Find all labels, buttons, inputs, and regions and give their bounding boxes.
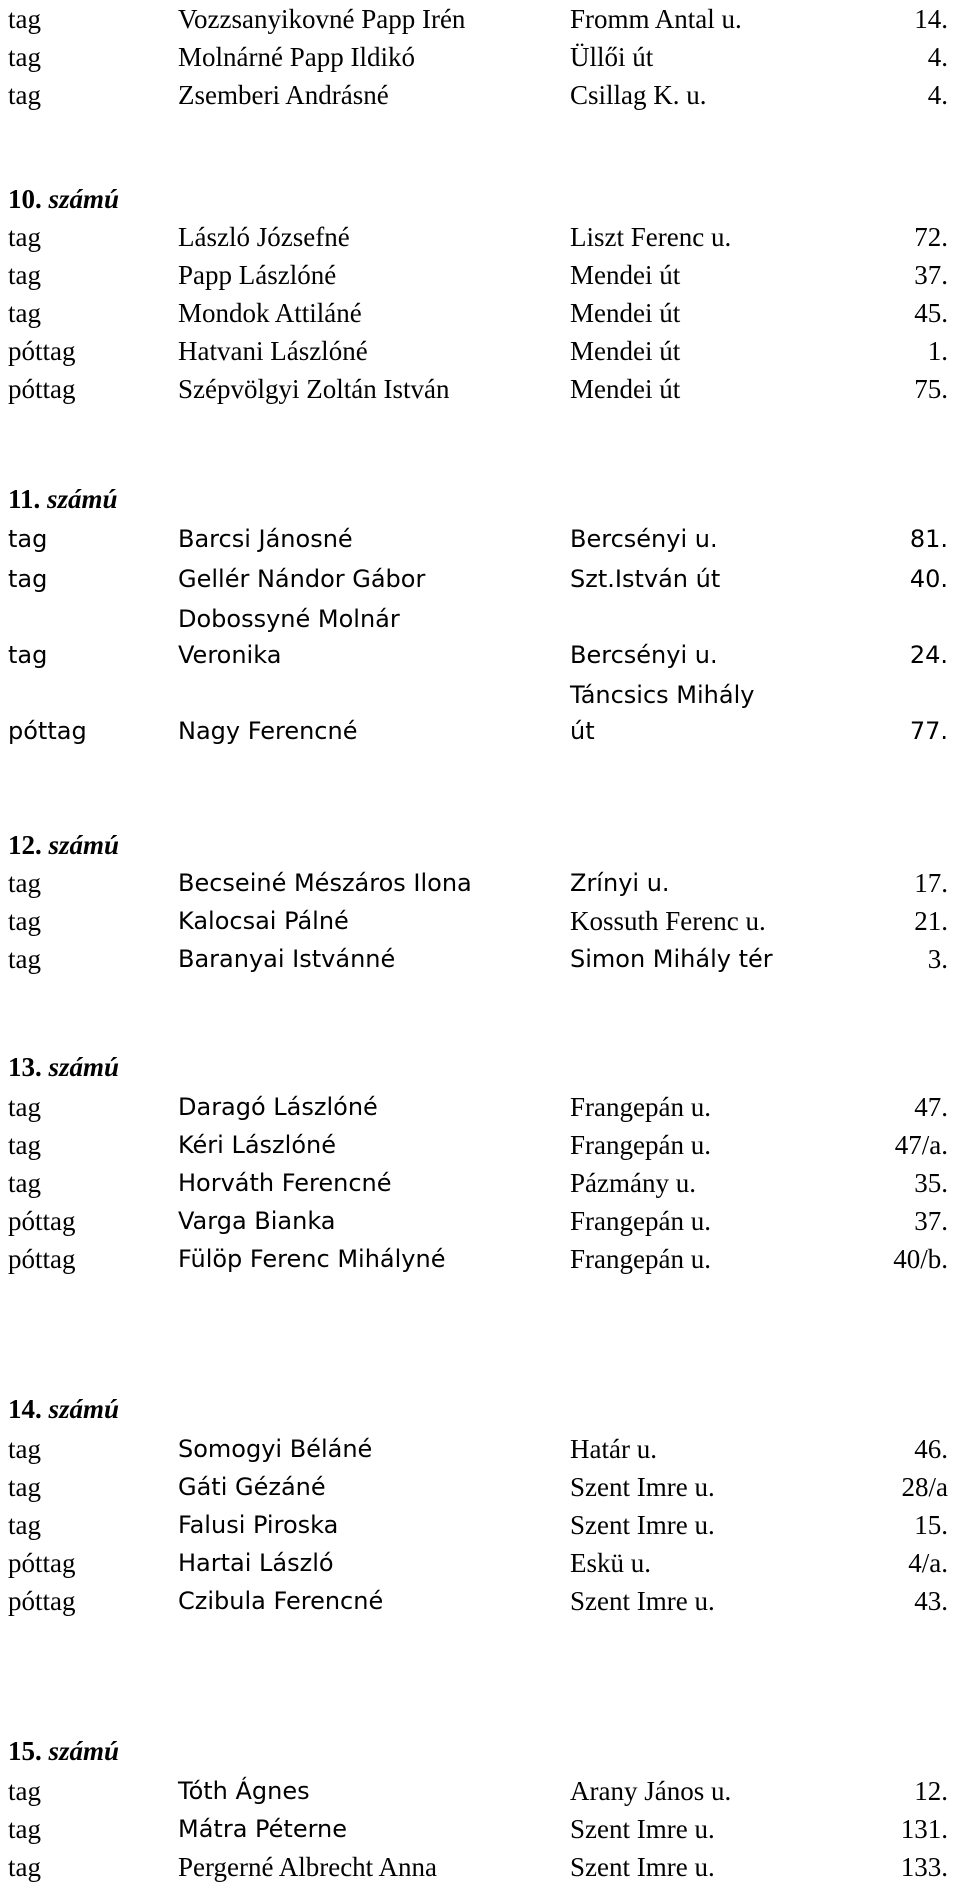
role-cell: tag	[8, 1168, 41, 1198]
section-header	[0, 180, 960, 218]
table-row-wrap-line	[0, 600, 960, 638]
table-row	[0, 864, 960, 902]
role-cell: póttag	[8, 1548, 76, 1578]
section-number: 10.	[8, 184, 42, 214]
street-cell-line1: Táncsics Mihály	[570, 681, 755, 709]
name-cell: Daragó Lászlóné	[178, 1093, 378, 1121]
table-row	[0, 902, 960, 940]
section-word: számú	[47, 484, 118, 514]
number-cell: 47.	[914, 1092, 948, 1122]
role-cell: póttag	[8, 336, 76, 366]
name-cell: Molnárné Papp Ildikó	[178, 42, 415, 72]
street-cell: út	[570, 717, 595, 745]
number-cell: 77.	[909, 717, 948, 745]
table-row	[0, 370, 960, 408]
table-row	[0, 1544, 960, 1582]
section-word: számú	[48, 1394, 120, 1424]
section-number: 11.	[8, 484, 41, 514]
number-cell: 47/a.	[894, 1130, 948, 1160]
number-cell: 75.	[914, 374, 948, 404]
number-cell: 40.	[909, 565, 948, 593]
street-cell: Mendei út	[570, 336, 681, 366]
name-cell: Czibula Ferencné	[178, 1587, 384, 1615]
number-cell: 37.	[914, 260, 948, 290]
street-cell: Frangepán u.	[570, 1244, 711, 1274]
role-cell: tag	[8, 944, 41, 974]
role-cell: tag	[8, 906, 41, 936]
street-cell: Pázmány u.	[570, 1168, 696, 1198]
role-cell: tag	[8, 1472, 41, 1502]
table-row	[0, 560, 960, 598]
number-cell: 81.	[909, 525, 948, 553]
name-cell: Papp Lászlóné	[178, 260, 337, 290]
name-cell: Somogyi Béláné	[178, 1435, 373, 1463]
street-cell: Szt.István út	[570, 565, 721, 593]
street-cell: Szent Imre u.	[570, 1586, 715, 1616]
section-header	[0, 1732, 960, 1770]
name-cell: Vozzsanyikovné Papp Irén	[178, 4, 466, 34]
number-cell: 24.	[909, 641, 948, 669]
role-cell: póttag	[8, 374, 76, 404]
section-word: számú	[48, 1736, 120, 1766]
role-cell: póttag	[8, 1206, 76, 1236]
number-cell: 40/b.	[893, 1244, 948, 1274]
number-cell: 12.	[914, 1776, 948, 1806]
role-cell: póttag	[8, 1586, 76, 1616]
table-row	[0, 76, 960, 114]
name-cell: Falusi Piroska	[178, 1511, 339, 1539]
table-row	[0, 1582, 960, 1620]
street-cell: Eskü u.	[570, 1548, 651, 1578]
role-cell: tag	[8, 42, 41, 72]
section-number: 14.	[8, 1394, 42, 1424]
street-cell: Szent Imre u.	[570, 1472, 715, 1502]
street-cell: Szent Imre u.	[570, 1814, 715, 1844]
number-cell: 14.	[914, 4, 948, 34]
role-cell: tag	[8, 1852, 41, 1882]
number-cell: 46.	[914, 1434, 948, 1464]
name-cell: Gellér Nándor Gábor	[178, 565, 426, 593]
number-cell: 43.	[914, 1586, 948, 1616]
role-cell: tag	[8, 260, 41, 290]
table-row	[0, 1164, 960, 1202]
role-cell: tag	[8, 1092, 41, 1122]
section-header	[0, 480, 960, 518]
street-cell: Kossuth Ferenc u.	[570, 906, 766, 936]
name-cell: Horváth Ferencné	[178, 1169, 392, 1197]
street-cell: Mendei út	[570, 374, 681, 404]
street-cell: Bercsényi u.	[570, 525, 718, 553]
table-row	[0, 218, 960, 256]
street-cell: Frangepán u.	[570, 1130, 711, 1160]
number-cell: 28/a	[901, 1472, 948, 1502]
section-word: számú	[48, 184, 120, 214]
name-cell: Mondok Attiláné	[178, 298, 362, 328]
role-cell: tag	[8, 565, 48, 593]
table-row	[0, 1202, 960, 1240]
name-cell: Barcsi Jánosné	[178, 525, 353, 553]
name-cell: Kéri Lászlóné	[178, 1131, 336, 1159]
number-cell: 4.	[927, 80, 948, 110]
name-cell: Hatvani Lászlóné	[178, 336, 368, 366]
section-header	[0, 1390, 960, 1428]
table-row	[0, 940, 960, 978]
street-cell: Szent Imre u.	[570, 1510, 715, 1540]
number-cell: 4/a.	[908, 1548, 948, 1578]
number-cell: 21.	[914, 906, 948, 936]
table-row	[0, 332, 960, 370]
table-row	[0, 0, 960, 38]
number-cell: 15.	[914, 1510, 948, 1540]
section-number: 15.	[8, 1736, 42, 1766]
number-cell: 45.	[914, 298, 948, 328]
street-cell: Fromm Antal u.	[570, 4, 742, 34]
number-cell: 4.	[927, 42, 948, 72]
name-cell: Baranyai Istvánné	[178, 945, 396, 973]
table-row	[0, 1506, 960, 1544]
number-cell: 17.	[914, 868, 948, 898]
table-row	[0, 636, 960, 674]
name-cell-line1: Dobossyné Molnár	[178, 605, 400, 633]
street-cell: Csillag K. u.	[570, 80, 707, 110]
name-cell: Mátra Péterne	[178, 1815, 348, 1843]
name-cell: Nagy Ferencné	[178, 717, 358, 745]
role-cell: tag	[8, 1776, 41, 1806]
number-cell: 37.	[914, 1206, 948, 1236]
name-cell: Zsemberi Andrásné	[178, 80, 389, 110]
role-cell: tag	[8, 4, 41, 34]
name-cell: Hartai László	[178, 1549, 334, 1577]
name-cell: Fülöp Ferenc Mihályné	[178, 1245, 446, 1273]
name-cell: Pergerné Albrecht Anna	[178, 1852, 437, 1882]
name-cell: Gáti Gézáné	[178, 1473, 326, 1501]
section-word: számú	[48, 1052, 120, 1082]
street-cell: Liszt Ferenc u.	[570, 222, 732, 252]
number-cell: 35.	[914, 1168, 948, 1198]
role-cell: tag	[8, 868, 41, 898]
street-cell: Simon Mihály tér	[570, 945, 773, 973]
table-row-wrap-line	[0, 676, 960, 714]
section-word: számú	[48, 830, 120, 860]
role-cell: tag	[8, 1130, 41, 1160]
street-cell: Frangepán u.	[570, 1092, 711, 1122]
role-cell: tag	[8, 222, 41, 252]
number-cell: 131.	[900, 1814, 948, 1844]
street-cell: Szent Imre u.	[570, 1852, 715, 1882]
name-cell: Becseiné Mészáros Ilona	[178, 869, 472, 897]
section-header	[0, 1048, 960, 1086]
table-row	[0, 38, 960, 76]
table-row	[0, 520, 960, 558]
table-row	[0, 1468, 960, 1506]
table-row	[0, 1088, 960, 1126]
section-number: 13.	[8, 1052, 42, 1082]
number-cell: 133.	[900, 1852, 948, 1882]
role-cell: póttag	[8, 717, 87, 745]
role-cell: póttag	[8, 1244, 76, 1274]
role-cell: tag	[8, 1510, 41, 1540]
role-cell: tag	[8, 298, 41, 328]
street-cell: Bercsényi u.	[570, 641, 718, 669]
role-cell: tag	[8, 1814, 41, 1844]
number-cell: 3.	[927, 944, 948, 974]
street-cell: Zrínyi u.	[570, 869, 670, 897]
table-row	[0, 712, 960, 750]
table-row	[0, 1810, 960, 1848]
role-cell: tag	[8, 80, 41, 110]
name-cell: Kalocsai Pálné	[178, 907, 349, 935]
table-row	[0, 1126, 960, 1164]
role-cell: tag	[8, 1434, 41, 1464]
street-cell: Arany János u.	[570, 1776, 732, 1806]
table-row	[0, 1772, 960, 1810]
section-header	[0, 826, 960, 864]
name-cell: Veronika	[178, 641, 282, 669]
role-cell: tag	[8, 641, 48, 669]
number-cell: 1.	[927, 336, 948, 366]
table-row	[0, 294, 960, 332]
section-number: 12.	[8, 830, 42, 860]
table-row	[0, 1848, 960, 1886]
name-cell: László Józsefné	[178, 222, 350, 252]
role-cell: tag	[8, 525, 48, 553]
name-cell: Szépvölgyi Zoltán István	[178, 374, 450, 404]
table-row	[0, 1430, 960, 1468]
table-row	[0, 256, 960, 294]
table-row	[0, 1240, 960, 1278]
street-cell: Határ u.	[570, 1434, 657, 1464]
street-cell: Frangepán u.	[570, 1206, 711, 1236]
number-cell: 72.	[914, 222, 948, 252]
name-cell: Varga Bianka	[178, 1207, 336, 1235]
street-cell: Üllői út	[570, 42, 654, 72]
name-cell: Tóth Ágnes	[178, 1777, 310, 1805]
street-cell: Mendei út	[570, 260, 681, 290]
street-cell: Mendei út	[570, 298, 681, 328]
